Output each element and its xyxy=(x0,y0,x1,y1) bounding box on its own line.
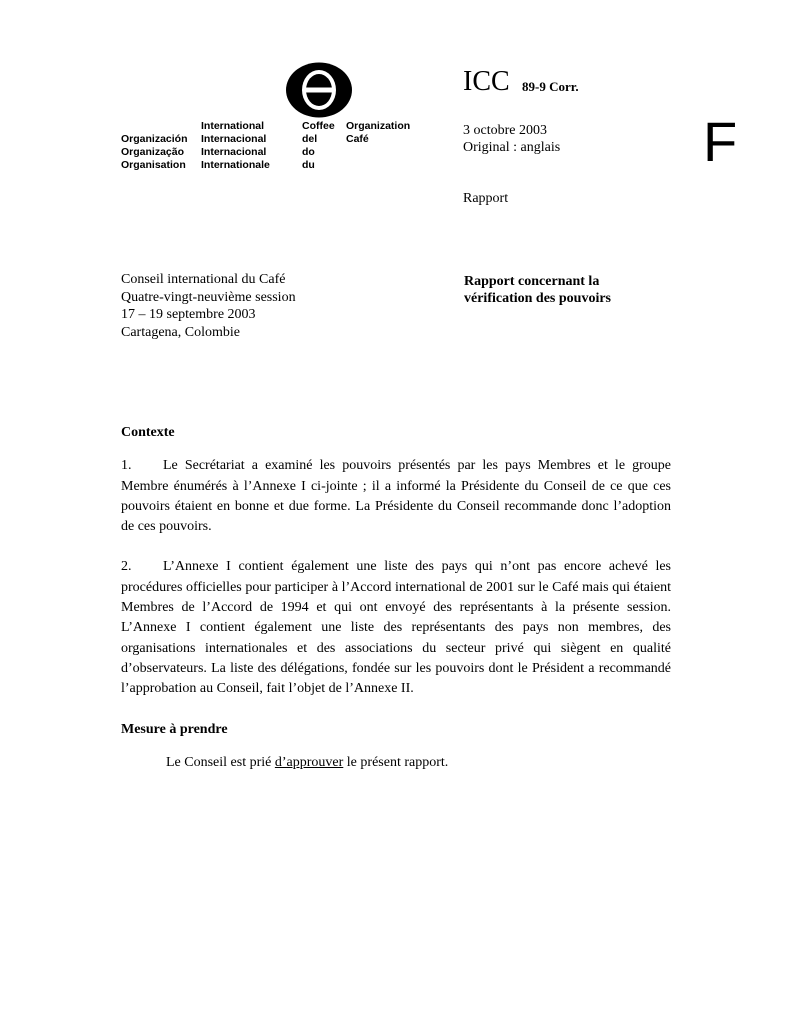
document-code: ICC xyxy=(463,66,510,97)
org-word: Organização xyxy=(121,146,185,158)
org-word: Internacional xyxy=(201,146,267,158)
paragraph-text: Le Secrétariat a examiné les pouvoirs présentés par les pays Membres et le groupe Membre énumérés à l’Annexe I ci-jointe ; il a informé la Présidente du Conseil de ce que ces pouvoirs étaient en bonne et due forme. La Présidente du Conseil recommande donc l’adoption de ces pouvoirs. xyxy=(121,458,671,535)
org-word: du xyxy=(302,159,315,171)
org-word: Internacional xyxy=(201,133,267,145)
paragraph-number: 2. xyxy=(121,559,132,575)
org-row-spanish xyxy=(121,133,421,146)
council-line: Cartagena, Colombie xyxy=(121,324,240,340)
council-line: 17 – 19 septembre 2003 xyxy=(121,307,256,322)
action-text-underlined: d’approuver xyxy=(274,754,344,770)
org-word: do xyxy=(302,146,315,158)
paragraph-1 xyxy=(121,456,671,537)
org-word: Organización xyxy=(121,133,188,145)
paragraph-number: 1. xyxy=(121,458,132,474)
council-line: Conseil international du Café xyxy=(121,272,286,287)
org-word: International xyxy=(201,120,265,132)
org-word: Coffee xyxy=(302,120,335,132)
org-word: Organization xyxy=(346,120,411,132)
org-word: del xyxy=(302,133,318,145)
org-row-portuguese xyxy=(121,146,421,159)
document-body xyxy=(121,423,671,773)
action-text-before: Le Conseil est prié xyxy=(166,754,275,770)
org-word: Café xyxy=(346,133,369,145)
original-language: Original : anglais xyxy=(463,140,561,155)
org-row-french xyxy=(121,159,421,172)
language-letter: F xyxy=(703,110,738,173)
council-line: Quatre-vingt-neuvième session xyxy=(121,289,296,305)
org-row-english xyxy=(121,120,421,133)
document-date: 3 octobre 2003 xyxy=(463,123,547,138)
ico-logo xyxy=(285,62,353,118)
action-paragraph xyxy=(121,753,671,773)
council-info xyxy=(121,271,296,341)
report-title-line: Rapport concernant la xyxy=(464,274,600,289)
document-type: Rapport xyxy=(463,191,509,206)
report-title-line: vérification des pouvoirs xyxy=(464,291,611,306)
organization-names xyxy=(121,120,421,172)
section-heading-context: Contexte xyxy=(121,425,175,440)
org-word: Internationale xyxy=(201,159,270,171)
action-text-after: le présent rapport. xyxy=(343,754,449,770)
document-code-suffix: 89-9 Corr. xyxy=(522,79,579,94)
section-heading-action: Mesure à prendre xyxy=(121,721,228,737)
org-word: Organisation xyxy=(121,159,186,171)
paragraph-text: L’Annexe I contient également une liste des pays qui n’ont pas encore achevé les procédures officielles pour participer à l’Accord international de 2001 sur le Café mais qui étaient Membres de l’Accord de 1994 et qui ont envoyé des représentants à la présente session. L’Annexe I contient également une liste des représentants des pays non membres, des organisations internationales et des associations du secteur privé qui siègent en qualité d’observateurs. La liste des délégations, fondée sur les pouvoirs dont le Président a recommandé l’approbation au Conseil, fait l’objet de l’Annexe II. xyxy=(121,559,671,697)
paragraph-2 xyxy=(121,557,671,699)
coffee-bean-logo-icon xyxy=(285,62,353,118)
report-title xyxy=(464,273,611,307)
